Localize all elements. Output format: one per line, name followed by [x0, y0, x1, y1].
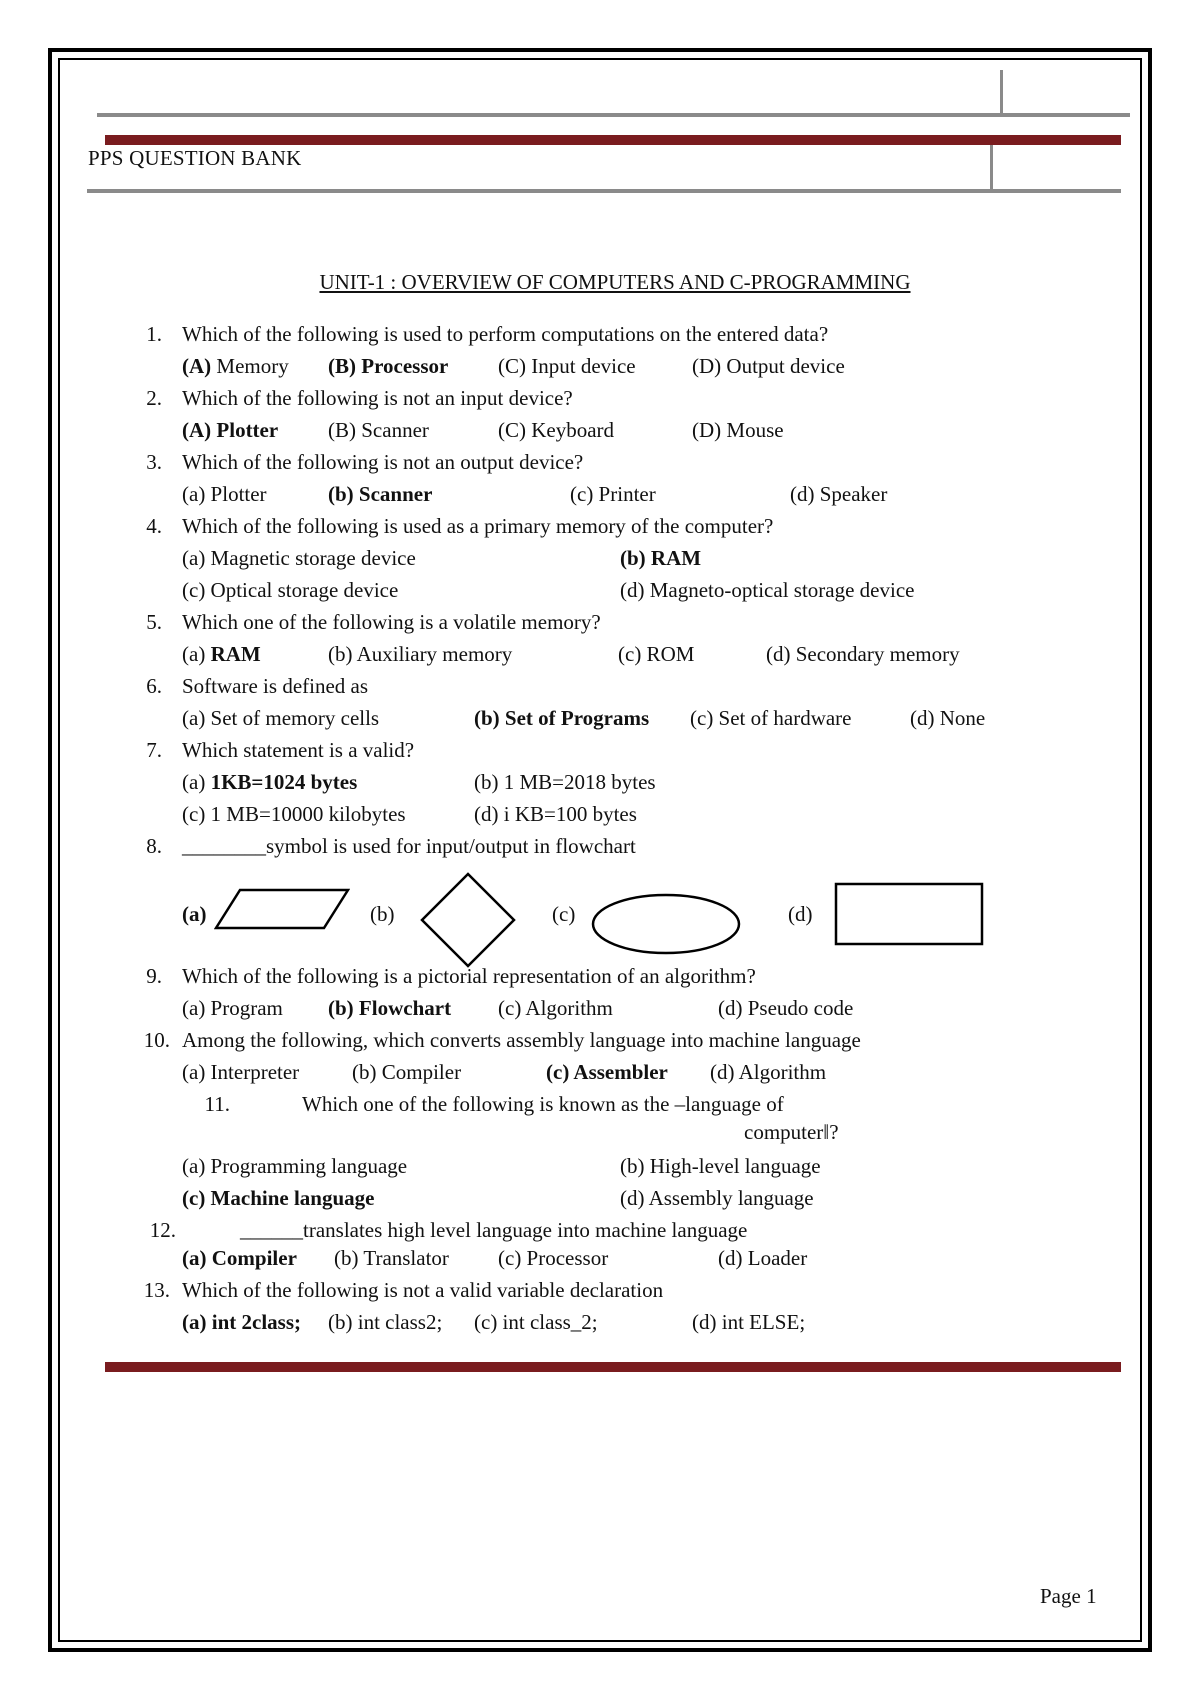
option: (c)	[552, 902, 576, 926]
question-text: Which of the following is a pictorial representation of an algorithm?	[182, 964, 756, 988]
option: (d) Assembly language	[620, 1186, 814, 1210]
question-text: Which one of the following is known as the –language of	[302, 1092, 784, 1116]
question-text: Software is defined as	[182, 674, 369, 698]
question-number: 4.	[146, 514, 162, 538]
option: (a) Interpreter	[182, 1060, 300, 1084]
ellipse-icon	[590, 892, 742, 956]
option: (a) Plotter	[182, 482, 267, 506]
question-text: ______translates high level language into machine language	[240, 1218, 748, 1242]
header-rule-bottom	[87, 189, 1121, 193]
question-number: 11.	[204, 1092, 230, 1116]
question-text: Which of the following is not an input device?	[182, 386, 573, 410]
option: (c) Algorithm	[498, 996, 613, 1020]
question-text: Which of the following is used to perform computations on the entered data?	[182, 322, 829, 346]
option: (a) Magnetic storage device	[182, 546, 416, 570]
option-correct: (B) Processor	[328, 354, 449, 378]
question-number: 2.	[146, 386, 162, 410]
question-number: 8.	[146, 834, 162, 858]
option: (d) Secondary memory	[766, 642, 960, 666]
option: (c) 1 MB=10000 kilobytes	[182, 802, 406, 826]
option: (d) Speaker	[790, 482, 888, 506]
question-number: 3.	[146, 450, 162, 474]
option-correct: (c) Machine language	[182, 1186, 375, 1210]
option: (C) Keyboard	[498, 418, 615, 442]
question-number: 13.	[143, 1278, 170, 1302]
option: (b) High-level language	[620, 1154, 821, 1178]
option-correct: (c) Assembler	[546, 1060, 668, 1084]
option: (b) Translator	[334, 1246, 449, 1270]
header-title: PPS QUESTION BANK	[88, 146, 302, 170]
parallelogram-icon	[214, 888, 350, 930]
option: (D) Mouse	[692, 418, 784, 442]
diamond-icon	[420, 872, 516, 968]
option: (d)	[788, 902, 813, 926]
option: (d) Algorithm	[710, 1060, 827, 1084]
rectangle-icon	[834, 882, 984, 946]
option: (a) Programming language	[182, 1154, 408, 1178]
option: (d) i KB=100 bytes	[474, 802, 637, 826]
option: (a) Program	[182, 996, 283, 1020]
option-correct: (a) Compiler	[182, 1246, 297, 1270]
header-rule-top	[97, 113, 1130, 117]
footer-accent-rule	[105, 1362, 1121, 1372]
question-text: Which one of the following is a volatile memory?	[182, 610, 601, 634]
option: (C) Input device	[498, 354, 636, 378]
option: (a) Set of memory cells	[182, 706, 380, 730]
question-text: Which of the following is used as a primary memory of the computer?	[182, 514, 774, 538]
option-correct: (a) 1KB=1024 bytes	[182, 770, 358, 794]
option: (c) Processor	[498, 1246, 609, 1270]
option: (c) Optical storage device	[182, 578, 399, 602]
option: (c) Printer	[570, 482, 656, 506]
option-correct: (b) RAM	[620, 546, 702, 570]
unit-title: UNIT-1 : OVERVIEW OF COMPUTERS AND C-PROGRAMMING	[319, 270, 911, 294]
header-accent-rule	[105, 135, 1121, 145]
question-number: 7.	[146, 738, 162, 762]
option: (b)	[370, 902, 395, 926]
option: (d) Magneto-optical storage device	[620, 578, 915, 602]
question-text: ________symbol is used for input/output in flowchart	[182, 834, 636, 858]
option: (d) int ELSE;	[692, 1310, 806, 1334]
question-text: Which of the following is not an output device?	[182, 450, 584, 474]
header-tick-top	[1000, 70, 1003, 115]
option: (D) Output device	[692, 354, 845, 378]
option: (d) None	[910, 706, 986, 730]
question-text: Which of the following is not a valid variable declaration	[182, 1278, 664, 1302]
option-correct: (b) Flowchart	[328, 996, 452, 1020]
question-number: 1.	[146, 322, 162, 346]
option-correct: (A) Plotter	[182, 418, 279, 442]
question-number: 12.	[149, 1218, 176, 1242]
page-number: Page 1	[1040, 1584, 1097, 1608]
option-correct: (a) int 2class;	[182, 1310, 301, 1334]
option: (d) Loader	[718, 1246, 808, 1270]
option: (b) Compiler	[352, 1060, 462, 1084]
question-number: 5.	[146, 610, 162, 634]
option: (d) Pseudo code	[718, 996, 854, 1020]
option: (b) int class2;	[328, 1310, 443, 1334]
question-number: 6.	[146, 674, 162, 698]
option-correct: (b) Set of Programs	[474, 706, 650, 730]
option-correct: (b) Scanner	[328, 482, 433, 506]
question-text-continued: computer‖?	[744, 1120, 839, 1144]
option-correct: (a) RAM	[182, 642, 261, 666]
option: (c) Set of hardware	[690, 706, 852, 730]
question-number: 9.	[146, 964, 162, 988]
option: (b) 1 MB=2018 bytes	[474, 770, 656, 794]
option: (b) Auxiliary memory	[328, 642, 513, 666]
option: (A) Memory	[182, 354, 289, 378]
option: (c) int class_2;	[474, 1310, 598, 1334]
option-correct: (a)	[182, 902, 207, 926]
header-tick-bottom	[990, 145, 993, 190]
question-text: Among the following, which converts assembly language into machine language	[182, 1028, 861, 1052]
option: (c) ROM	[618, 642, 695, 666]
question-number: 10.	[143, 1028, 170, 1052]
option: (B) Scanner	[328, 418, 429, 442]
question-text: Which statement is a valid?	[182, 738, 415, 762]
